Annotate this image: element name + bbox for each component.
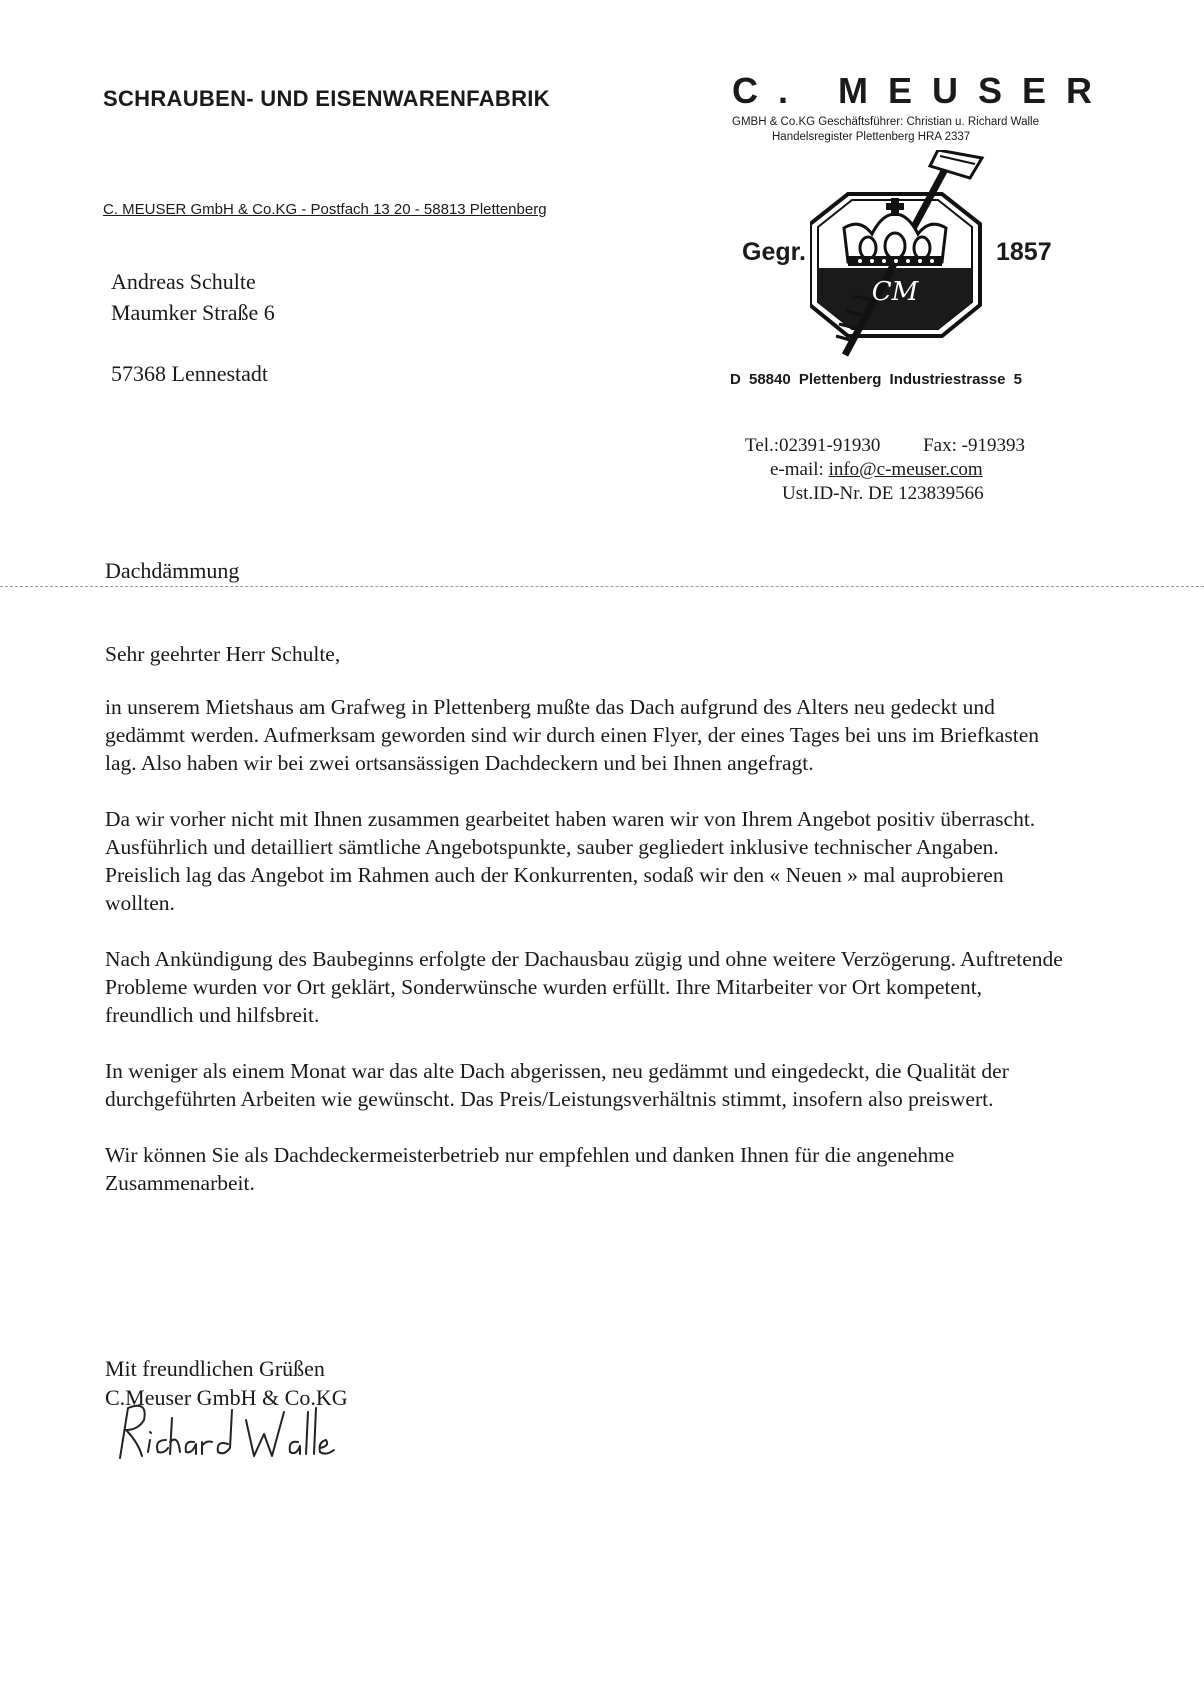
subject-line: Dachdämmung (105, 558, 240, 583)
contact-email-row (745, 458, 1025, 482)
brand-name: C. MEUSER (732, 70, 1113, 111)
subject-divider (0, 586, 1204, 587)
founded-year: 1857 (996, 238, 1052, 266)
salutation: Sehr geehrter Herr Schulte, (105, 642, 341, 666)
closing-greeting: Mit freundlichen Grüßen (105, 1356, 325, 1381)
company-heading: SCHRAUBEN- UND EISENWARENFABRIK (103, 86, 550, 111)
recipient-street: Maumker Straße 6 (111, 300, 275, 325)
contact-block (745, 434, 1025, 506)
contact-vat: Ust.ID-Nr. DE 123839566 (782, 483, 984, 504)
brand-management-line: GMBH & Co.KG Geschäftsführer: Christian u. Richard Walle (732, 116, 1039, 128)
brand-register-line: Handelsregister Plettenberg HRA 2337 (772, 131, 971, 143)
body-paragraph: In weniger als einem Monat war das alte Dach abgerissen, neu gedämmt und eingedeckt, die Qualität der durchgeführten Arbeiten wie gewünscht. Das Preis/Leistungsverhältnis stimmt, insofern also preiswert. (105, 1059, 1009, 1111)
body-paragraph: Nach Ankündigung des Baubeginns erfolgte der Dachausbau zügig und ohne weitere Verzögerung. Auftretende Probleme wurden vor Ort geklärt, Sonderwünsche wurden erfüllt. Ihre Mitarbeiter vor Ort kompetent, freundlich und hilfsbreit. (105, 947, 1063, 1027)
body-paragraph: Wir können Sie als Dachdeckermeisterbetrieb nur empfehlen und danken Ihnen für die angenehme Zusammenarbeit. (105, 1143, 955, 1195)
return-address: C. MEUSER GmbH & Co.KG - Postfach 13 20 - 58813 Plettenberg (103, 201, 547, 218)
crown-screw-logo-icon (810, 150, 990, 365)
contact-phone-row (745, 434, 1025, 458)
letter-body (105, 640, 1065, 1225)
recipient-city: 57368 Lennestadt (111, 361, 269, 386)
recipient-address (111, 266, 275, 389)
founded-label: Gegr. (742, 238, 806, 266)
contact-fax: Fax: -919393 (923, 435, 1025, 456)
body-paragraph: in unserem Mietshaus am Grafweg in Plettenberg mußte das Dach aufgrund des Alters neu gedeckt und gedämmt werden. Aufmerksam geworden sind wir durch einen Flyer, der eines Tages bei uns im Briefkasten lag. Also haben wir bei zwei ortsansässigen Dachdeckern und bei Ihnen angefragt. (105, 695, 1040, 775)
body-paragraph: Da wir vorher nicht mit Ihnen zusammen gearbeitet haben waren wir von Ihrem Angebot positiv überrascht. Ausführlich und detailliert sämtliche Angebotspunkte, sauber gegliedert inklusive technischer Angaben. Preislich lag das Angebot im Rahmen auch der Konkurrenten, sodaß wir den « Neuen » mal auprobieren wollten. (105, 807, 1036, 915)
handwritten-signature-icon (108, 1390, 338, 1465)
closing-company: C.Meuser GmbH & Co.KG (105, 1385, 348, 1410)
company-street-address: D 58840 Plettenberg Industriestrasse 5 (730, 371, 1022, 388)
contact-tel: Tel.:02391-91930 (745, 435, 881, 456)
logo-monogram: CM (871, 277, 919, 307)
recipient-name: Andreas Schulte (111, 269, 256, 294)
contact-email-label: e-mail: (770, 459, 824, 480)
contact-email-link[interactable]: info@c-meuser.com (828, 459, 983, 480)
